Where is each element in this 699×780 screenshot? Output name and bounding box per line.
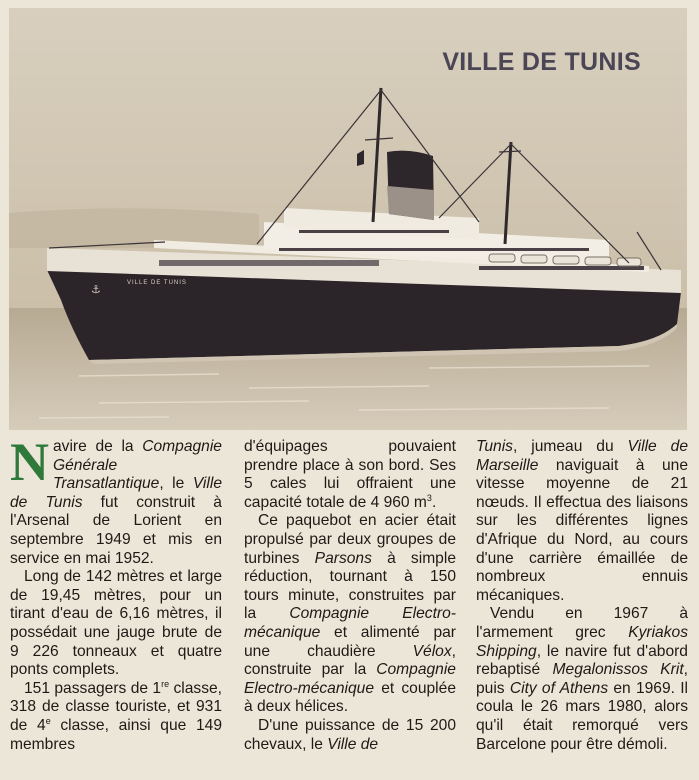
text-run: , puis xyxy=(476,661,688,697)
text-run: à simple réduction, tournant à 150 tours minute, construites par la xyxy=(244,549,456,623)
italic-text: Megalonissos Krit xyxy=(552,661,684,679)
italic-text: Vélox xyxy=(412,642,452,660)
text-run: et couplée à deux hélices. xyxy=(244,679,456,716)
italic-text: Ville de xyxy=(327,735,379,753)
paragraph-power xyxy=(244,717,456,754)
text-column-1 xyxy=(10,432,222,754)
text-run: Vendu en 1967 à l'armement grec xyxy=(476,605,688,641)
text-run: classe, 318 de classe touriste, et 931 de 4 xyxy=(10,679,222,734)
drop-cap: N xyxy=(10,432,49,492)
text-run: . xyxy=(431,493,437,511)
text-run: en 1969. Il coula le 26 mars 1980, alors qu'il était remorqué vers Barcelone pour être démoli. xyxy=(476,679,688,753)
text-run: D'une puissance de 15 200 chevaux, le xyxy=(244,716,456,753)
text-run: , construite par la xyxy=(244,642,456,679)
text-run: et alimenté par une chaudière xyxy=(244,623,456,660)
text-run: Ce paquebot en acier était propulsé par deux groupes de turbines xyxy=(244,512,456,567)
italic-text: Compagnie Générale Transatlantique xyxy=(53,438,222,493)
anchor-icon: ⚓ xyxy=(91,283,101,296)
text-run: Long de 142 mètres et large de 19,45 mètres, pour un tirant d'eau de 6,16 mètres, il possédait une jauge brute de 9 226 tonneaux et quatre ponts complets. xyxy=(10,568,222,679)
paragraph-intro xyxy=(10,432,222,568)
paragraph-service xyxy=(476,438,688,605)
text-run: avire de la xyxy=(53,438,143,455)
italic-text: Ville de Tunis xyxy=(10,475,222,511)
italic-text: Compagnie Electro-mécanique xyxy=(244,605,456,641)
page-title: VILLE DE TUNIS xyxy=(442,48,641,76)
text-run: fut construit à l'Arsenal de Lorient en septembre 1949 et mis en service en mai 1952. xyxy=(10,493,222,567)
paragraph-crew xyxy=(244,438,456,512)
text-column-2 xyxy=(244,438,456,754)
italic-text: City of Athens xyxy=(509,679,609,697)
paragraph-passengers xyxy=(10,680,222,754)
hull-name: VILLE DE TUNIS xyxy=(127,280,187,286)
superscript: 3 xyxy=(426,492,432,503)
text-run: , le navire fut d'abord rebaptisé xyxy=(476,642,688,679)
paragraph-propulsion xyxy=(244,512,456,717)
text-run: classe, ainsi que 149 membres xyxy=(10,716,222,753)
paragraph-fate xyxy=(476,605,688,754)
italic-text: Ville de Marseille xyxy=(476,438,688,474)
paragraph-dimensions xyxy=(10,568,222,680)
superscript: re xyxy=(161,678,170,689)
text-run: naviguait à une vitesse moyenne de 21 nœuds. Il effectua des liaisons sur les différentes lignes d'Afrique du Nord, au cours d'une carrière émaillée de nombreux ennuis mécaniques. xyxy=(476,456,688,604)
text-run: d'équipages pouvaient prendre place à son bord. Ses 5 cales lui offraient une capacité totale de 4 960 m xyxy=(244,438,456,511)
italic-text: Tunis xyxy=(476,438,513,455)
italic-text: Kyriakos Shipping xyxy=(476,623,688,660)
text-run: 151 passagers de 1 xyxy=(24,679,162,697)
superscript: e xyxy=(45,715,51,726)
text-run: , le xyxy=(159,475,193,493)
italic-text: Compagnie Electro-mécanique xyxy=(244,661,456,697)
italic-text: Parsons xyxy=(314,549,372,567)
text-column-3 xyxy=(476,438,688,754)
text-run: , jumeau du xyxy=(512,438,628,455)
